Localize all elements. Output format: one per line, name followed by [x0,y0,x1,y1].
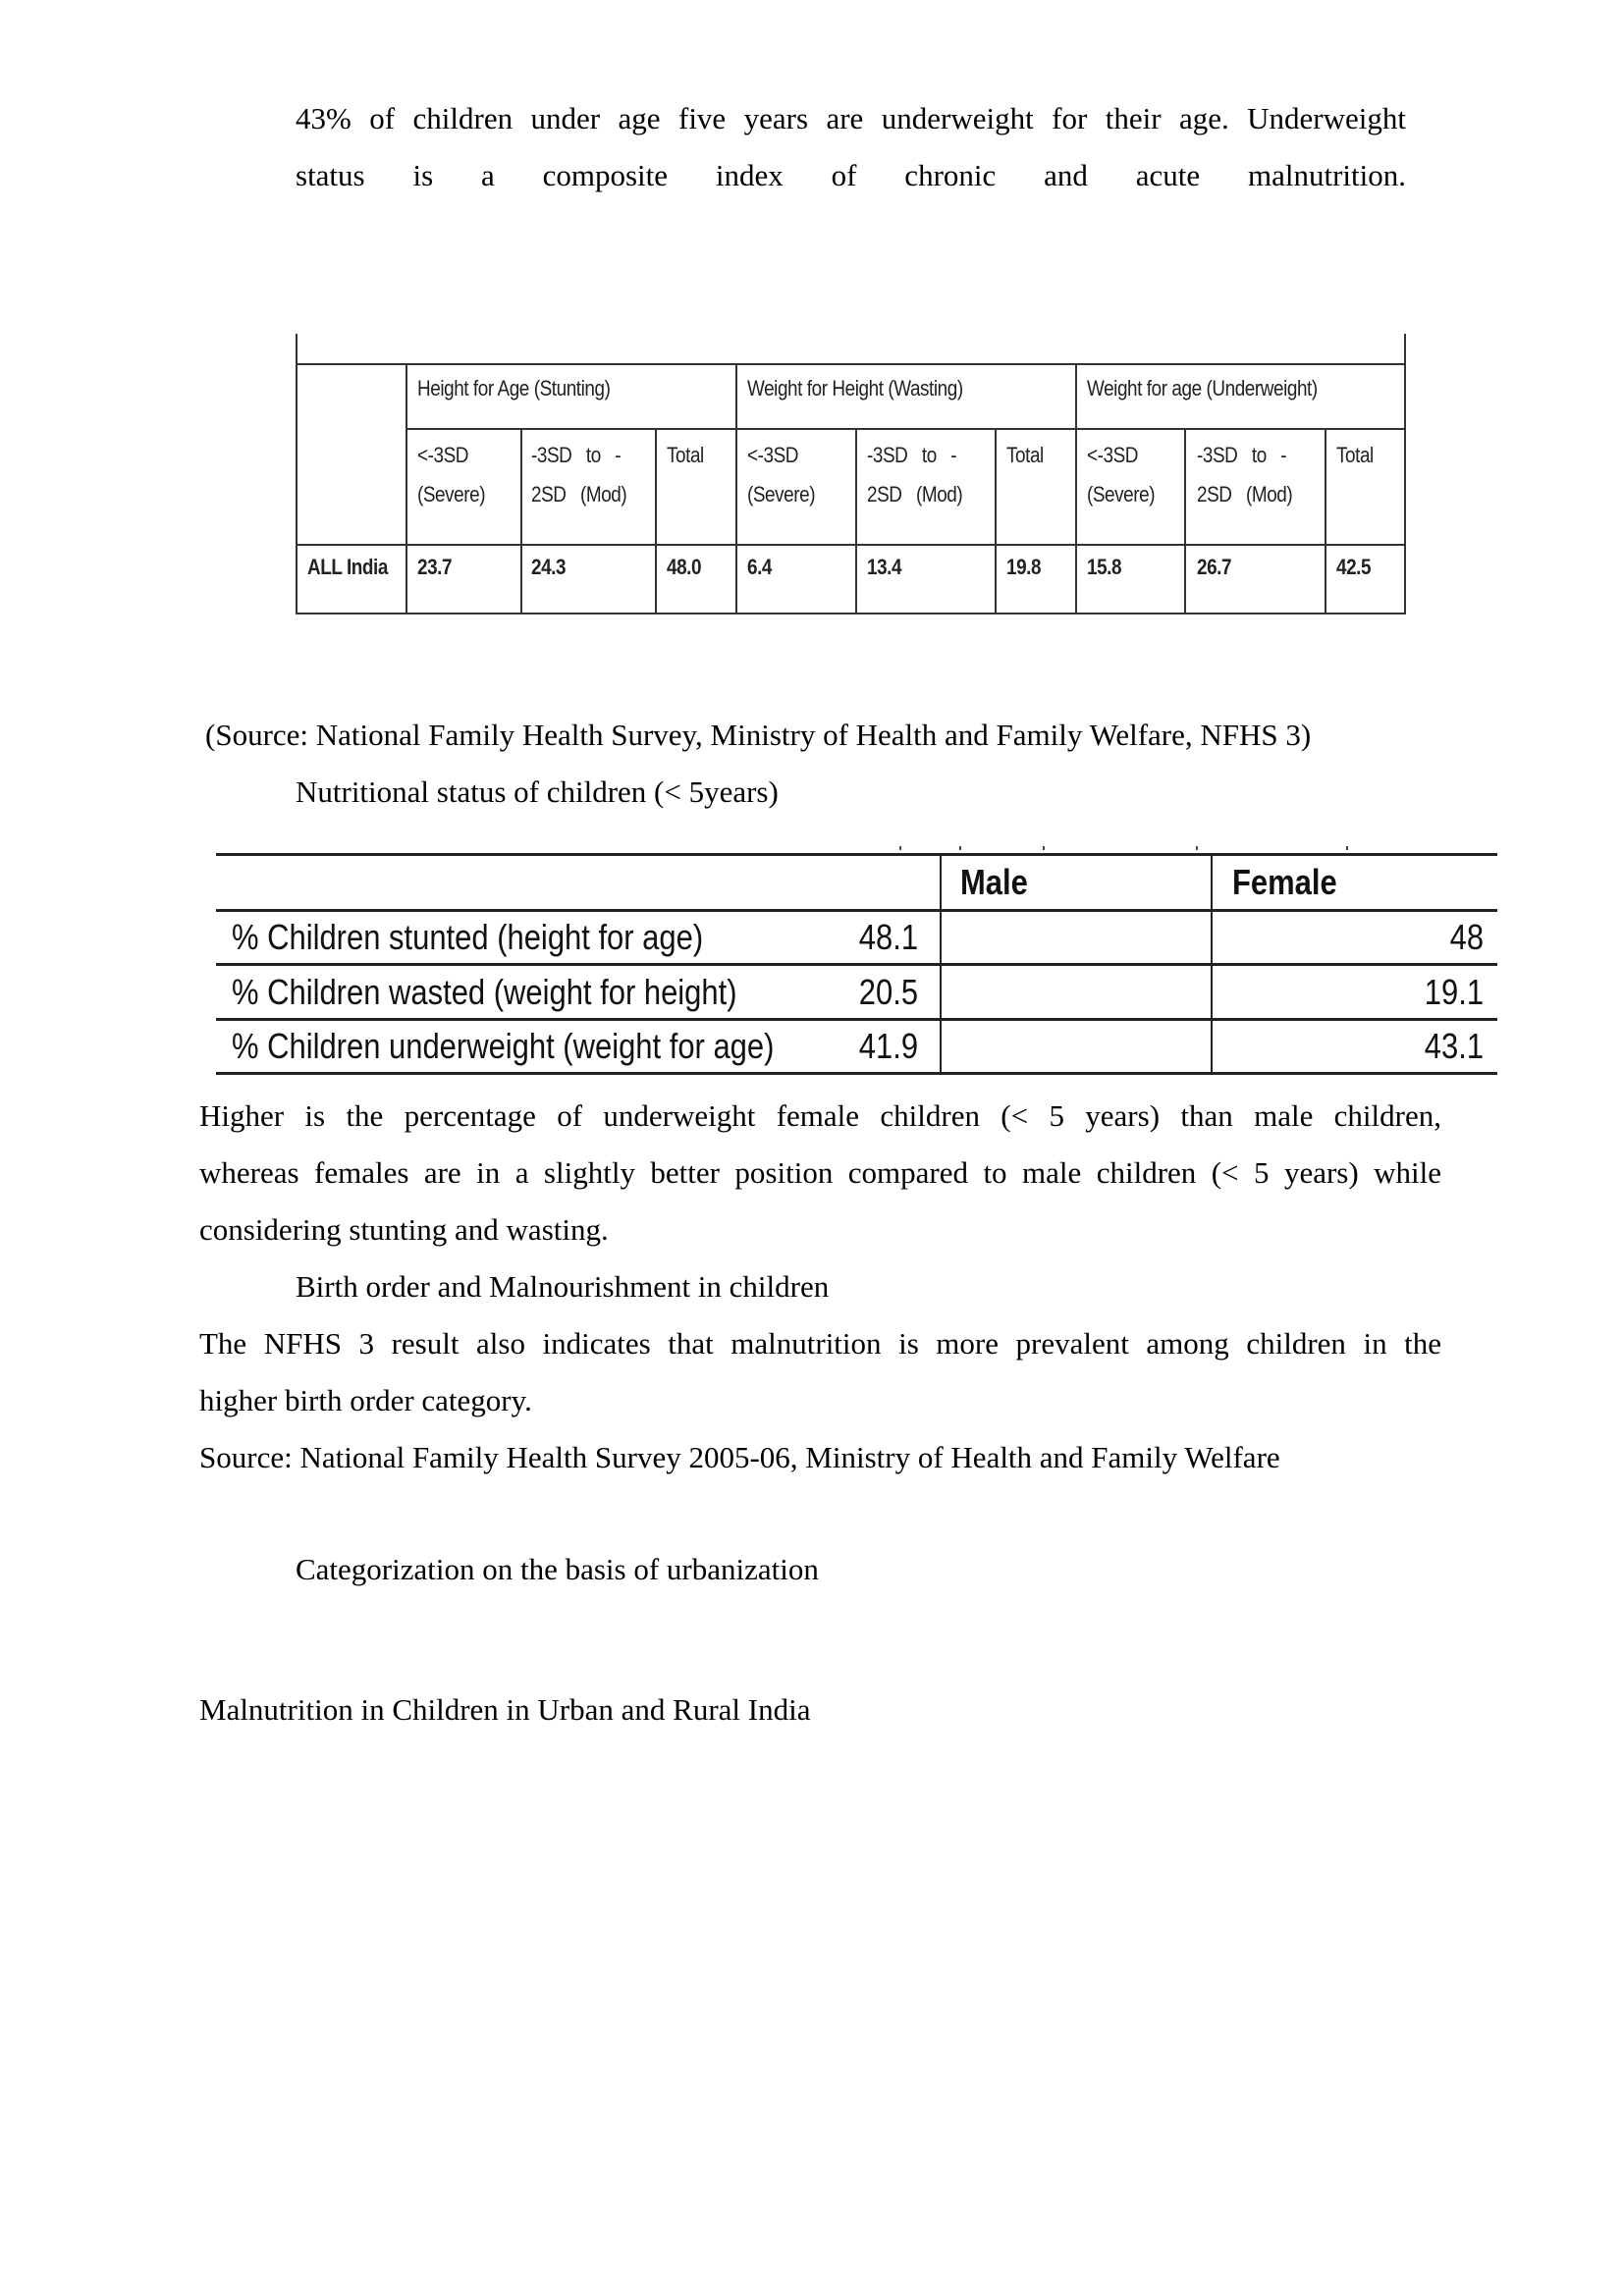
source-note-nfhs-2005: Source: National Family Health Survey 2005-06, Ministry of Health and Family Welfare [199,1440,1280,1474]
subheader-moderate: -3SD to - 2SD (Mod) [867,443,963,507]
cell-male-underweight: 41.9 [858,1026,918,1066]
table-rule [406,428,1406,430]
table-cell: 6.4 [747,555,773,579]
column-header-male: Male [960,862,1028,902]
decorative-tick [899,846,901,850]
row-label-all-india: ALL India [307,555,388,579]
decorative-tick [1346,846,1348,850]
cell-female-underweight: 43.1 [1424,1026,1484,1066]
row-label-underweight: % Children underweight (weight for age) [232,1026,775,1066]
table-caption-nutritional-status: Nutritional status of children (< 5years) [296,774,779,809]
table-rule [406,363,407,614]
cell-male-stunted: 48.1 [858,917,918,957]
table-rule [995,428,997,614]
cell-female-stunted: 48 [1449,917,1484,957]
decorative-tick [959,846,961,850]
paragraph-gender-line-3: considering stunting and wasting. [199,1212,609,1247]
subheader-moderate: -3SD to - 2SD (Mod) [1197,443,1293,507]
table-rule [1211,853,1213,1075]
decorative-tick [1196,846,1198,850]
group-header-stunting: Height for Age (Stunting) [417,376,611,400]
row-label-wasted: % Children wasted (weight for height) [232,972,737,1012]
table-cell: 24.3 [531,555,567,579]
paragraph-birth-order-line-2: higher birth order category. [199,1383,532,1417]
paragraph-birth-order-line-1: The NFHS 3 result also indicates that malnutrition is more prevalent among children in the [199,1326,1441,1361]
table-cell: 23.7 [417,555,453,579]
table-rule [1075,363,1077,614]
subheader-severe: <-3SD (Severe) [417,443,486,507]
table-cell: 48.0 [667,555,702,579]
table-rule [296,363,1406,365]
row-label-stunted: % Children stunted (height for age) [232,917,704,957]
subheader-severe: <-3SD (Severe) [1087,443,1156,507]
group-header-wasting: Weight for Height (Wasting) [747,376,963,400]
table-rule [296,613,1406,614]
subheader-moderate: -3SD to - 2SD (Mod) [531,443,627,507]
column-header-female: Female [1232,862,1337,902]
table-cell: 13.4 [867,555,902,579]
cell-female-wasted: 19.1 [1424,972,1484,1012]
table-cell: 26.7 [1197,555,1232,579]
malnutrition-indicators-table [296,334,1406,614]
paragraph-gender-line-2: whereas females are in a slightly better position compared to male children (< 5 years) while [199,1155,1441,1190]
gender-nutrition-table [216,853,1497,1075]
intro-line-1: 43% of children under age five years are underweight for their age. Underweight [296,101,1406,135]
heading-urbanization: Categorization on the basis of urbanization [296,1552,819,1586]
table-cell: 19.8 [1006,555,1042,579]
table-rule [940,853,942,1075]
table-rule [520,428,522,614]
table-rule [1404,334,1406,614]
table-rule [855,428,857,614]
table-cell: 42.5 [1336,555,1372,579]
heading-birth-order: Birth order and Malnourishment in children [296,1269,830,1304]
subheader-total: Total [1006,443,1044,467]
table-rule [296,544,1406,546]
table-cell: 15.8 [1087,555,1122,579]
source-note-nfhs3: (Source: National Family Health Survey, Ministry of Health and Family Welfare, NFHS 3) [205,718,1312,752]
subheader-severe: <-3SD (Severe) [747,443,816,507]
intro-line-2: status is a composite index of chronic and acute malnutrition. [296,158,1406,192]
table-rule [216,1072,1497,1075]
table-rule [1184,428,1186,614]
table-rule [296,334,298,614]
paragraph-gender-line-1: Higher is the percentage of underweight female children (< 5 years) than male children, [199,1098,1441,1133]
group-header-underweight: Weight for age (Underweight) [1087,376,1318,400]
heading-urban-rural-malnutrition: Malnutrition in Children in Urban and Rural India [199,1692,811,1727]
table-rule [216,963,1497,966]
cell-male-wasted: 20.5 [858,972,918,1012]
table-rule [735,363,737,614]
subheader-total: Total [1336,443,1374,467]
table-rule [1325,428,1326,614]
table-rule [655,428,657,614]
table-rule [216,853,1497,856]
subheader-total: Total [667,443,704,467]
decorative-tick [1043,846,1045,850]
